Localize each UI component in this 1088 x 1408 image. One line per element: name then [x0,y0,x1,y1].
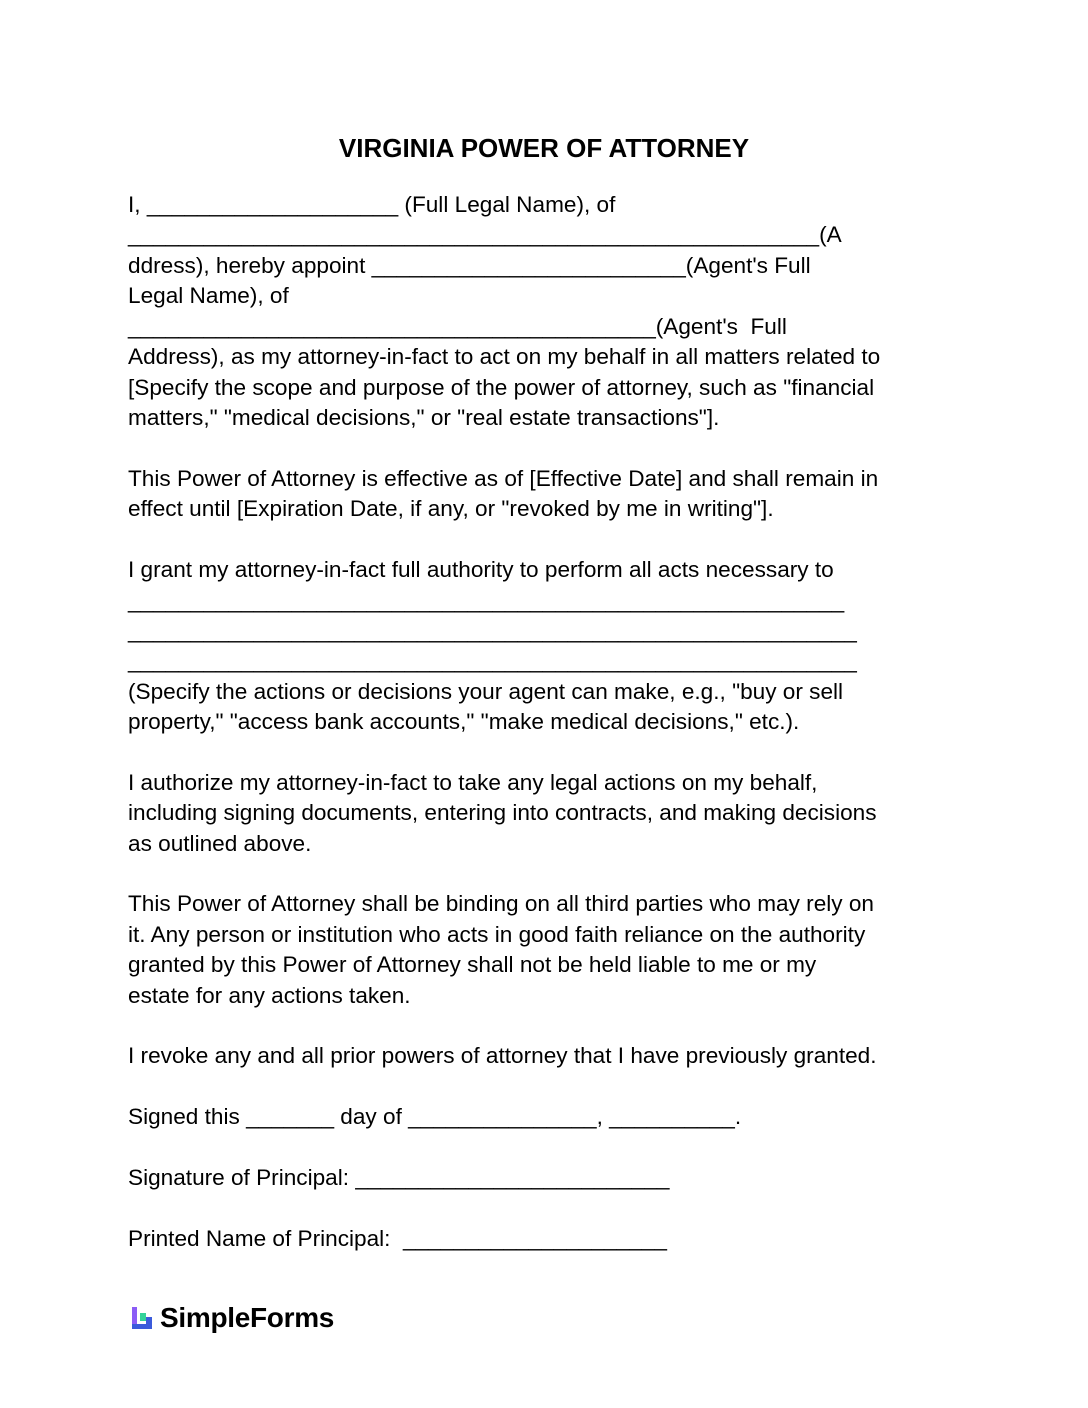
text-line: ddress), hereby appoint _________________________(Agent's Full [128,253,811,278]
text-line: matters," "medical decisions," or "real estate transactions"]. [128,405,720,430]
text-line: _______________________________________________________(A [128,222,842,247]
signature-line: Signature of Principal: _________________________ [128,1165,670,1190]
document-title: VIRGINIA POWER OF ATTORNEY [338,133,750,163]
text-line: This Power of Attorney is effective as of [Effective Date] and shall remain in [128,466,879,491]
text-line: estate for any actions taken. [128,983,411,1008]
text-line: This Power of Attorney shall be binding on all third parties who may rely on [128,891,874,916]
text-line: it. Any person or institution who acts in good faith reliance on the authority [128,922,866,947]
text-line: Legal Name), of [128,283,289,308]
text-line: I authorize my attorney-in-fact to take any legal actions on my behalf, [128,770,818,795]
printed-name-line: Printed Name of Principal: _____________________ [128,1226,667,1251]
blank-line: __________________________________________________________ [128,648,857,673]
simpleforms-logo [130,1300,334,1336]
simpleforms-logo-icon [130,1305,154,1331]
blank-line: __________________________________________________________ [128,618,857,643]
text-line: [Specify the scope and purpose of the power of attorney, such as "financial [128,375,875,400]
blank-line: _________________________________________________________ [128,588,845,613]
text-line: granted by this Power of Attorney shall not be held liable to me or my [128,952,817,977]
text-line: effect until [Expiration Date, if any, or "revoked by me in writing"]. [128,496,774,521]
text-line: I grant my attorney-in-fact full authority to perform all acts necessary to [128,557,834,582]
text-line: __________________________________________(Agent's Full [128,314,787,339]
text-line: I, ____________________ (Full Legal Name), of [128,192,616,217]
text-line: I revoke any and all prior powers of attorney that I have previously granted. [128,1043,877,1068]
text-line: as outlined above. [128,831,312,856]
text-line: including signing documents, entering into contracts, and making decisions [128,800,877,825]
text-line: property," "access bank accounts," "make medical decisions," etc.). [128,709,800,734]
signed-date-line: Signed this _______ day of _______________, __________. [128,1104,742,1129]
text-line: Address), as my attorney-in-fact to act on my behalf in all matters related to [128,344,881,369]
text-line: (Specify the actions or decisions your agent can make, e.g., "buy or sell [128,679,844,704]
logo-text: SimpleForms [160,1302,335,1333]
